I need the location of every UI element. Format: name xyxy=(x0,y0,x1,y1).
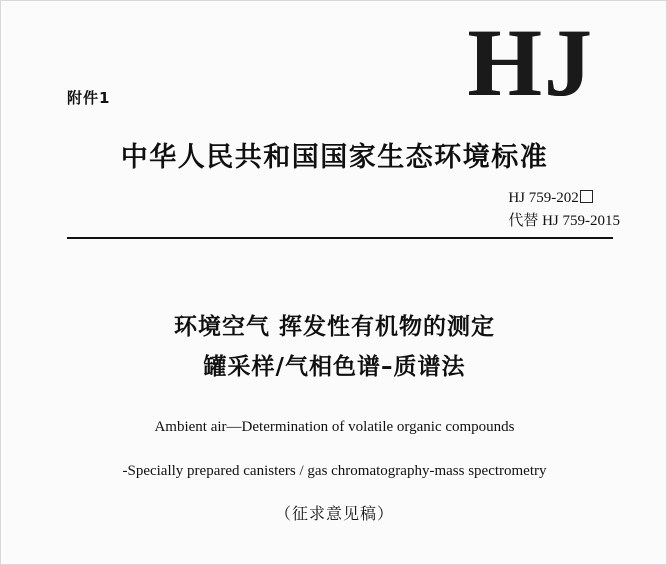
standard-authority-title: 中华人民共和国国家生态环境标准 xyxy=(120,142,549,173)
standard-code-line xyxy=(508,187,620,210)
replaces-code-line: 代替 HJ 759-2015 xyxy=(508,212,620,229)
page-title-line-2: 罐采样/气相色谱–质谱法 xyxy=(203,354,466,381)
english-title-line-2: -Specially prepared canisters / gas chromatography-mass spectrometry xyxy=(122,463,547,479)
page-title-line-1: 环境空气 挥发性有机物的测定 xyxy=(173,314,495,340)
standard-code-block xyxy=(508,187,620,232)
page-title xyxy=(1,307,667,388)
code-placeholder-box xyxy=(580,190,593,203)
attachment-label: 附件1 xyxy=(67,89,111,107)
english-title-line-1: Ambient air—Determination of volatile organic compounds xyxy=(154,419,515,435)
hj-logo-text: HJ xyxy=(467,9,594,116)
hj-logo-icon xyxy=(467,9,594,116)
draft-status-note: （征求意见稿） xyxy=(274,504,394,523)
header-divider xyxy=(67,237,613,239)
standard-code: HJ 759-202 xyxy=(508,190,579,206)
